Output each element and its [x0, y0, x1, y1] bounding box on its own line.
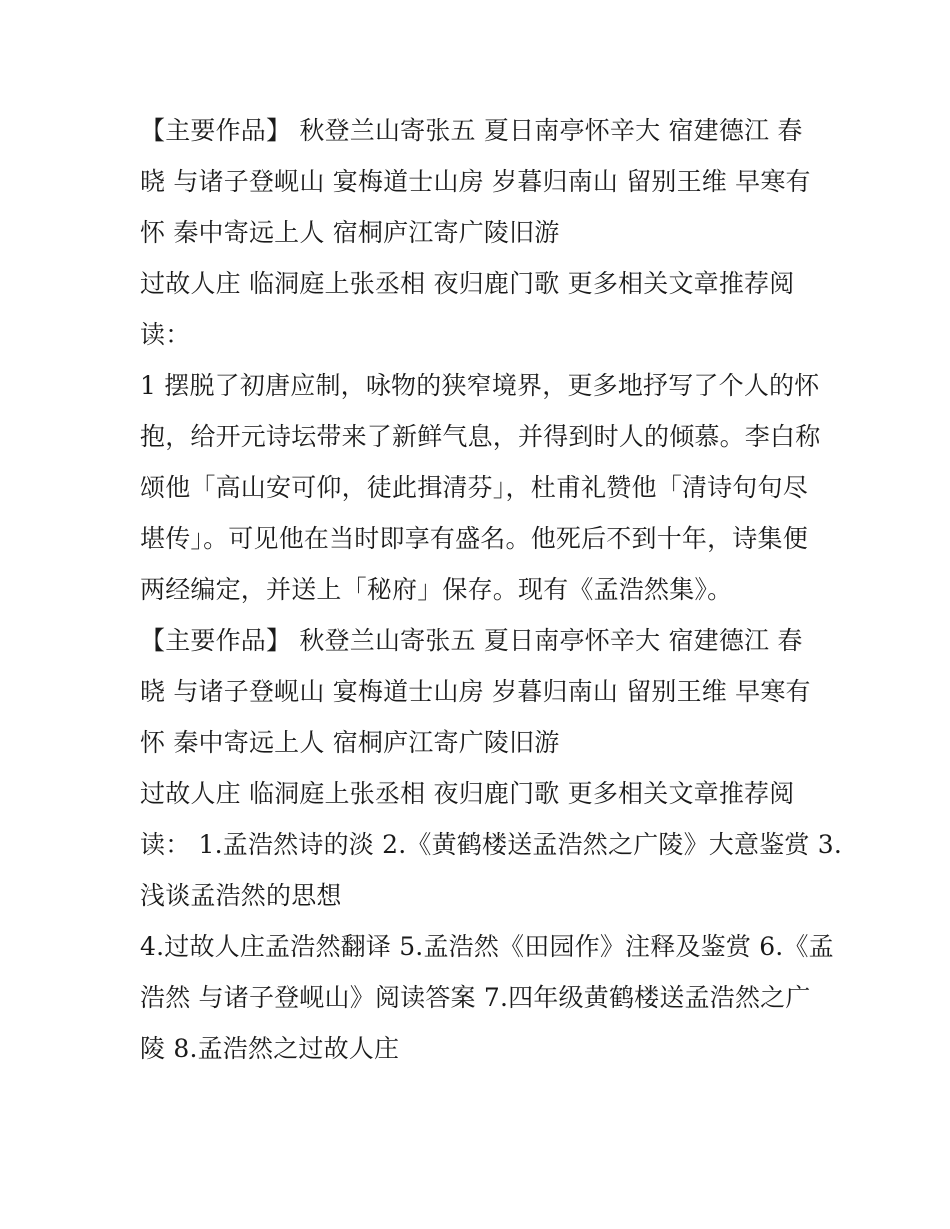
- document-page: [140, 105, 842, 1074]
- text-line: 过故人庄 临洞庭上张丞相 夜归鹿门歌 更多相关文章推荐阅: [140, 269, 795, 298]
- text-line: 堪传」。可见他在当时即享有盛名。他死后不到十年，诗集便: [140, 524, 808, 553]
- text-line: 颂他「高山安可仰，徒此揖清芬」，杜甫礼赞他「清诗句句尽: [140, 473, 808, 502]
- text-line: 抱，给开元诗坛带来了新鲜气息，并得到时人的倾慕。李白称: [140, 422, 821, 451]
- text-line: 读：: [140, 320, 191, 349]
- text-line: 【主要作品】 秋登兰山寄张五 夏日南亭怀辛大 宿建德江 春: [140, 626, 803, 655]
- text-line: 晓 与诸子登岘山 宴梅道士山房 岁暮归南山 留别王维 早寒有: [140, 167, 811, 196]
- text-line: 1 摆脱了初唐应制，咏物的狭窄境界，更多地抒写了个人的怀: [140, 371, 820, 400]
- text-line: 怀 秦中寄远上人 宿桐庐江寄广陵旧游: [140, 218, 560, 247]
- text-line: 过故人庄 临洞庭上张丞相 夜归鹿门歌 更多相关文章推荐阅: [140, 779, 795, 808]
- text-line: 浩然 与诸子登岘山》阅读答案 7.四年级黄鹤楼送孟浩然之广: [140, 983, 811, 1012]
- text-line: 陵 8.孟浩然之过故人庄: [140, 1034, 400, 1063]
- text-line: 浅谈孟浩然的思想: [140, 881, 342, 910]
- text-line: 晓 与诸子登岘山 宴梅道士山房 岁暮归南山 留别王维 早寒有: [140, 677, 811, 706]
- text-line: 4.过故人庄孟浩然翻译 5.孟浩然《田园作》注释及鉴赏 6.《孟: [140, 932, 834, 961]
- text-line: 怀 秦中寄远上人 宿桐庐江寄广陵旧游: [140, 728, 560, 757]
- text-line: 【主要作品】 秋登兰山寄张五 夏日南亭怀辛大 宿建德江 春: [140, 116, 803, 145]
- text-line: 读： 1.孟浩然诗的淡 2.《黄鹤楼送孟浩然之广陵》大意鉴赏 3.: [140, 830, 842, 859]
- text-line: 两经编定，并送上「秘府」保存。现有《孟浩然集》。: [140, 575, 733, 604]
